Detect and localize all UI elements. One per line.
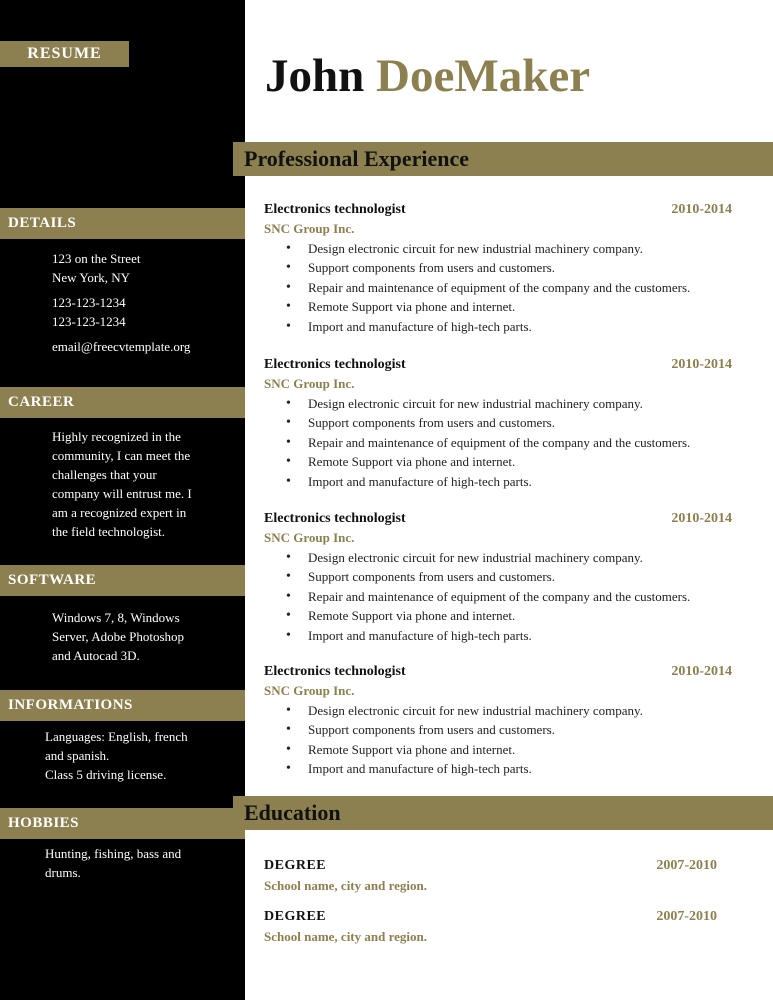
hobbies-text xyxy=(45,844,181,882)
job-bullet: • Support components from users and customers. xyxy=(264,720,734,739)
job-bullet: • Import and manufacture of high-tech parts. xyxy=(264,317,734,336)
degree: DEGREE xyxy=(264,909,327,924)
job-bullet: • Remote Support via phone and internet. xyxy=(264,452,734,471)
job-bullet: • Repair and maintenance of equipment of the company and the customers. xyxy=(264,278,734,297)
candidate-name xyxy=(265,50,590,102)
career-line: Highly recognized in the xyxy=(52,429,181,444)
job-years: 2010-2014 xyxy=(671,664,732,679)
phone-2: 123-123-1234 xyxy=(52,314,126,329)
job-bullet: • Design electronic circuit for new industrial machinery company. xyxy=(264,701,734,720)
career-line: the field technologist. xyxy=(52,524,166,539)
hobbies-line: drums. xyxy=(45,865,81,880)
job-title: Electronics technologist xyxy=(264,511,406,526)
education-entry xyxy=(264,907,719,946)
software-line: Server, Adobe Photoshop xyxy=(52,629,184,644)
software-heading: SOFTWARE xyxy=(0,565,245,596)
job-years: 2010-2014 xyxy=(671,357,732,372)
experience-heading: Professional Experience xyxy=(233,142,773,176)
hobbies-heading: HOBBIES xyxy=(0,808,245,839)
email: email@freecvtemplate.org xyxy=(52,339,191,354)
first-name: John xyxy=(265,50,365,102)
informations-text xyxy=(45,727,188,784)
details-heading: DETAILS xyxy=(0,208,245,239)
job-bullets xyxy=(264,548,734,645)
career-line: company will entrust me. I xyxy=(52,486,192,501)
education-years: 2007-2010 xyxy=(656,909,717,924)
job-title: Electronics technologist xyxy=(264,357,406,372)
job-entry xyxy=(264,355,734,491)
career-line: challenges that your xyxy=(52,467,157,482)
job-bullet: • Repair and maintenance of equipment of the company and the customers. xyxy=(264,587,734,606)
job-bullet: • Support components from users and customers. xyxy=(264,258,734,277)
education-heading: Education xyxy=(233,796,773,830)
address-line-2: New York, NY xyxy=(52,270,131,285)
company-name: SNC Group Inc. xyxy=(264,683,355,698)
job-entry xyxy=(264,662,734,779)
job-bullet: • Design electronic circuit for new industrial machinery company. xyxy=(264,394,734,413)
school-name: School name, city and region. xyxy=(264,929,427,944)
company-name: SNC Group Inc. xyxy=(264,376,355,391)
software-line: Windows 7, 8, Windows xyxy=(52,610,180,625)
software-line: and Autocad 3D. xyxy=(52,648,140,663)
job-bullets xyxy=(264,239,734,336)
job-title: Electronics technologist xyxy=(264,202,406,217)
job-bullet: • Remote Support via phone and internet. xyxy=(264,606,734,625)
job-bullet: • Design electronic circuit for new industrial machinery company. xyxy=(264,239,734,258)
school-name: School name, city and region. xyxy=(264,878,427,893)
job-bullet: • Support components from users and customers. xyxy=(264,567,734,586)
informations-line: Class 5 driving license. xyxy=(45,767,167,782)
job-title: Electronics technologist xyxy=(264,664,406,679)
informations-heading: INFORMATIONS xyxy=(0,690,245,721)
job-bullets xyxy=(264,394,734,491)
phone-1: 123-123-1234 xyxy=(52,295,126,310)
job-bullets xyxy=(264,701,734,779)
last-name: DoeMaker xyxy=(376,50,591,102)
job-bullet: • Import and manufacture of high-tech parts. xyxy=(264,472,734,491)
career-line: community, I can meet the xyxy=(52,448,191,463)
resume-tag: RESUME xyxy=(0,41,129,67)
career-text xyxy=(52,427,192,541)
company-name: SNC Group Inc. xyxy=(264,530,355,545)
address-line-1: 123 on the Street xyxy=(52,251,141,266)
job-entry xyxy=(264,509,734,645)
job-bullet: • Remote Support via phone and internet. xyxy=(264,740,734,759)
job-bullet: • Repair and maintenance of equipment of the company and the customers. xyxy=(264,433,734,452)
software-text xyxy=(52,608,184,665)
job-years: 2010-2014 xyxy=(671,511,732,526)
company-name: SNC Group Inc. xyxy=(264,221,355,236)
job-bullet: • Support components from users and customers. xyxy=(264,413,734,432)
career-line: am a recognized expert in xyxy=(52,505,187,520)
details-address xyxy=(52,249,190,356)
job-entry xyxy=(264,200,734,336)
education-entry xyxy=(264,856,719,895)
job-bullet: • Import and manufacture of high-tech parts. xyxy=(264,626,734,645)
job-years: 2010-2014 xyxy=(671,202,732,217)
career-heading: CAREER xyxy=(0,387,245,418)
job-bullet: • Design electronic circuit for new industrial machinery company. xyxy=(264,548,734,567)
degree: DEGREE xyxy=(264,858,327,873)
informations-line: and spanish. xyxy=(45,748,110,763)
education-years: 2007-2010 xyxy=(656,858,717,873)
job-bullet: • Import and manufacture of high-tech parts. xyxy=(264,759,734,778)
hobbies-line: Hunting, fishing, bass and xyxy=(45,846,182,861)
informations-line: Languages: English, french xyxy=(45,729,188,744)
job-bullet: • Remote Support via phone and internet. xyxy=(264,297,734,316)
